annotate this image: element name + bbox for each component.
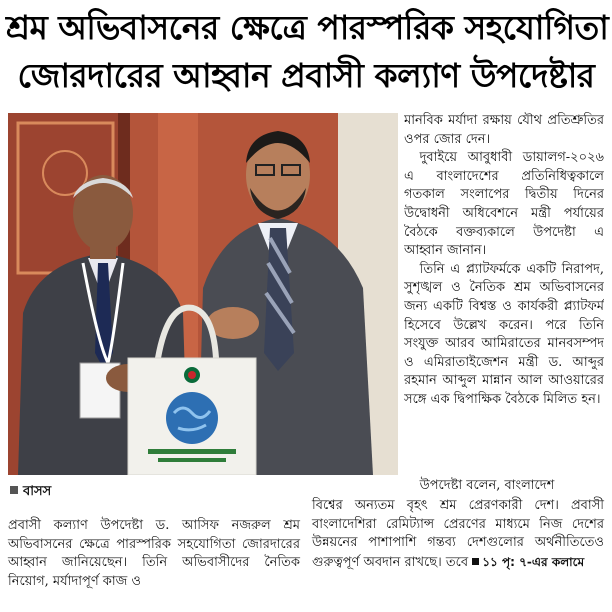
- headline-line-2: জোরদারের আহ্বান প্রবাসী কল্যাণ উপদেষ্টার: [17, 56, 595, 95]
- article-lead: প্রবাসী কল্যাণ উপদেষ্টা ড. আসিফ নজরুল শ্রম অভিবাসনের ক্ষেত্রে পারস্পরিক সহযোগিতা জোরদারের আহ্বান জানিয়েছেন। তিনি অভিবাসীদের নৈতিক নিয়োগ, মর্যাদাপূর্ণ কাজ ও: [8, 518, 300, 589]
- jump-reference-text: ১১ পৃ: ৭-এর কলামে: [482, 554, 585, 569]
- news-photo: [8, 113, 398, 475]
- article-continuation: [312, 497, 604, 572]
- byline-text: বাসস: [23, 484, 52, 499]
- article-continued-line: উপদেষ্টা বলেন, বাংলাদেশ: [419, 478, 555, 493]
- square-bullet-icon: [10, 486, 18, 494]
- article-paragraph: মানবিক মর্যাদা রক্ষায় যৌথ প্রতিশ্রুতির ওপর জোর দেন।: [404, 113, 604, 147]
- article-paragraph: তিনি এ প্ল্যাটফর্মকে একটি নিরাপদ, সুশৃঙ্খল ও নৈতিক শ্রম অভিবাসনের জন্য একটি বিশ্বস্ত ও কার্যকরী প্ল্যাটফর্ম হিসেবে উল্লেখ করেন। পরে তিনি সংযুক্ত আরব আমিরাতের মানবসম্পদ ও এমিরাতাইজেশন মন্ত্রী ড. আব্দুর রহমান আব্দুল মান্নান আল আওয়ারের সঙ্গে এক দ্বিপাক্ষিক বৈঠকে মিলিত হন।: [404, 261, 604, 407]
- byline: [10, 482, 51, 503]
- article-continuation-text: বিশ্বের অন্যতম বৃহৎ শ্রম প্রেরণকারী দেশ। প্রবাসী বাংলাদেশিরা রেমিট্যান্স প্রেরণের মাধ্যমে নিজ দেশের উন্নয়নের পাশাপাশি গন্তব্য দেশগুলোর অর্থনীতিতেও গুরুত্বপূর্ণ অবদান রাখছে। তবে: [312, 498, 604, 570]
- square-bullet-icon: [472, 558, 479, 565]
- article-column-right: [404, 112, 604, 476]
- headline-line-1: শ্রম অভিবাসনের ক্ষেত্রে পারস্পরিক সহযোগিতা: [6, 8, 609, 47]
- jump-reference: [472, 555, 584, 569]
- article-paragraph: দুবাইয়ে আবুধাবী ডায়ালগ-২০২৬ এ বাংলাদেশের প্রতিনিধিত্বকালে গতকাল সংলাপের দ্বিতীয় দিনের উদ্বোধনী অধিবেশনে মন্ত্রী পর্যায়ের বৈঠকে বক্তব্যকালে উপদেষ্টা এ আহ্বান জানান।: [404, 150, 604, 259]
